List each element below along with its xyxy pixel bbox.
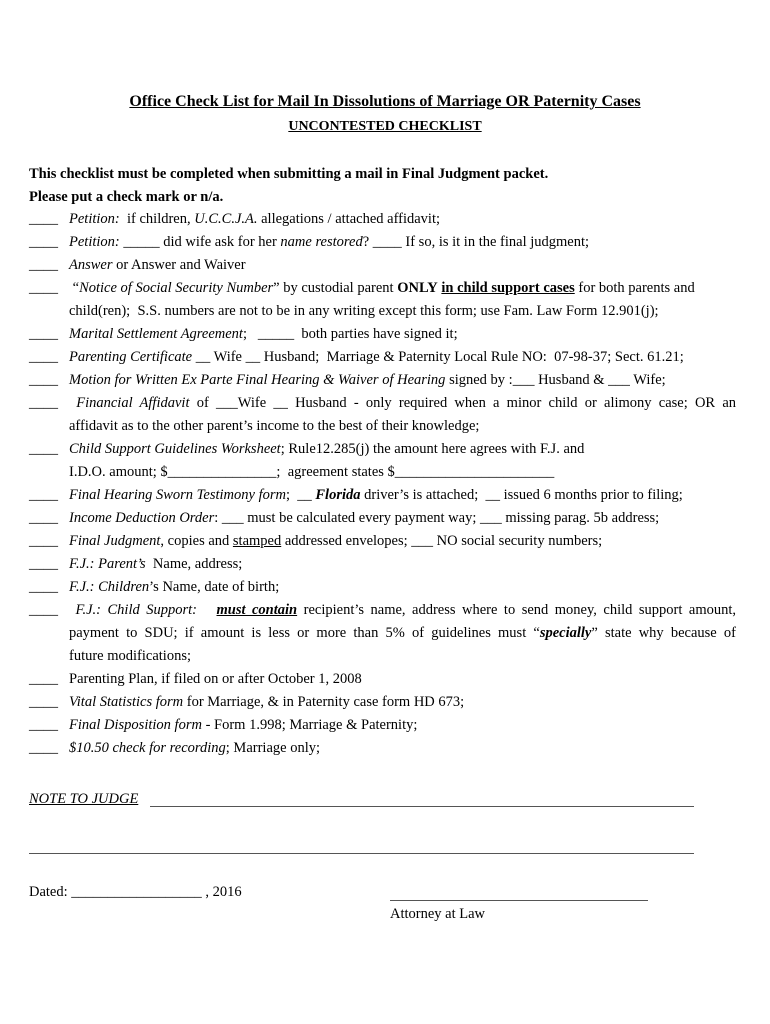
text-run: I.D.O. amount; $_______________; agreement states $______________________ <box>69 464 555 480</box>
text-run: name restored <box>280 234 363 250</box>
text-run: ; Rule12.285(j) the amount here agrees with F.J. and <box>280 441 585 457</box>
text-run: $10.50 check for recording <box>69 740 226 756</box>
intro-line-1: This checklist must be completed when submitting a mail in Final Judgment packet. <box>29 166 549 182</box>
checklist-item-text <box>69 714 736 737</box>
check-blank[interactable]: ____ <box>29 395 58 411</box>
dated-label: Dated: <box>29 884 68 900</box>
text-run: Notice of Social Security Number <box>79 280 274 296</box>
checklist-item-text <box>69 461 736 484</box>
check-blank[interactable]: ____ <box>29 326 58 342</box>
check-blank[interactable]: ____ <box>29 257 58 273</box>
text-run: F.J.: Parent’s <box>69 556 146 572</box>
document-title: Office Check List for Mail In Dissolutions of Marriage OR Paternity Cases <box>129 93 641 110</box>
text-run: ; _____ both parties have signed it; <box>242 326 458 342</box>
checklist-item-text <box>69 645 736 668</box>
check-blank[interactable]: ____ <box>29 280 58 296</box>
checklist-item-text <box>69 415 736 438</box>
checklist-item-text <box>69 300 736 323</box>
check-blank[interactable]: ____ <box>29 579 58 595</box>
text-run: for Marriage, & in Paternity case form HD 673; <box>183 694 465 710</box>
text-run: Parenting Certificate <box>69 349 193 365</box>
check-blank[interactable]: ____ <box>29 510 58 526</box>
check-blank[interactable]: ____ <box>29 602 58 618</box>
text-run: payment to SDU; if amount is less or more than 5% of guidelines must “ <box>69 625 540 641</box>
checklist-item-text <box>69 208 736 231</box>
text-run: Child Support Guidelines Worksheet <box>69 441 281 457</box>
checklist-item-text <box>69 346 736 369</box>
checklist-item-text <box>69 323 736 346</box>
text-run: ’s Name, date of birth; <box>149 579 280 595</box>
text-run: Motion for Written Ex Parte Final Hearing & Waiver of Hearing <box>69 372 446 388</box>
text-run: ONLY <box>397 280 438 296</box>
text-run: Final Disposition form <box>69 717 202 733</box>
text-run: ; Marriage only; <box>225 740 321 756</box>
text-run: recipient’s name, address where to send money, child support amount, <box>297 602 737 618</box>
text-run: F.J.: Children <box>69 579 150 595</box>
text-run: must contain <box>216 602 298 618</box>
text-run: if children, <box>119 211 195 227</box>
text-run: ” by custodial parent <box>273 280 398 296</box>
text-run: “ <box>69 280 80 296</box>
text-run: stamped <box>232 533 282 549</box>
dated-year: , 2016 <box>205 884 242 900</box>
check-blank[interactable]: ____ <box>29 671 58 687</box>
checklist-item-text <box>69 231 736 254</box>
check-blank[interactable]: ____ <box>29 234 58 250</box>
text-run: _____ did wife ask for her <box>119 234 281 250</box>
checklist-item-text <box>69 530 736 553</box>
check-blank[interactable]: ____ <box>29 556 58 572</box>
text-run: Income Deduction Order <box>69 510 215 526</box>
text-run: Final Hearing Sworn Testimony form <box>69 487 286 503</box>
text-run: , copies and <box>160 533 233 549</box>
text-run: Petition: <box>69 234 120 250</box>
text-run: Petition: <box>69 211 120 227</box>
checklist-item-text <box>69 599 736 622</box>
text-run: for both parents and <box>574 280 695 296</box>
check-blank[interactable]: ____ <box>29 441 58 457</box>
text-run: Answer <box>69 257 113 273</box>
text-run: F.J.: Child Support: <box>75 602 197 618</box>
intro-line-2: Please put a check mark or n/a. <box>29 189 224 205</box>
text-run: child(ren); S.S. numbers are not to be in any writing except this form; use Fam. Law Form 12.901(j); <box>69 303 659 319</box>
text-run: of ___Wife __ Husband - only required when a minor child or alimony case; OR an <box>189 395 737 411</box>
document-subtitle: UNCONTESTED CHECKLIST <box>288 119 482 134</box>
text-run: allegations / attached affidavit; <box>257 211 441 227</box>
checklist-item-text <box>69 254 736 277</box>
text-run: future modifications; <box>69 648 192 664</box>
text-run: or Answer and Waiver <box>112 257 246 273</box>
check-blank[interactable]: ____ <box>29 533 58 549</box>
checklist-item-text <box>69 507 736 530</box>
dated-row <box>29 884 242 901</box>
check-blank[interactable]: ____ <box>29 372 58 388</box>
text-run: Name, address; <box>145 556 243 572</box>
text-run: Marital Settlement Agreement <box>69 326 243 342</box>
check-blank[interactable]: ____ <box>29 717 58 733</box>
checklist-item-text <box>69 622 736 645</box>
checklist-item-text <box>69 553 736 576</box>
text-run: addressed envelopes; ___ NO social security numbers; <box>281 533 603 549</box>
text-run: Final Judgment <box>69 533 161 549</box>
checklist-item-text <box>69 668 736 691</box>
signature-line[interactable] <box>390 900 648 901</box>
text-run: signed by :___ Husband & ___ Wife; <box>445 372 666 388</box>
checklist-item-text <box>69 392 736 415</box>
text-run: __ Wife __ Husband; Marriage & Paternity Local Rule NO: 07-98-37; Sect. 61.21; <box>192 349 684 365</box>
check-blank[interactable]: ____ <box>29 694 58 710</box>
attorney-label: Attorney at Law <box>390 906 486 922</box>
text-run: Florida <box>315 487 361 503</box>
checklist-item-text <box>69 576 736 599</box>
text-run: Vital Statistics form <box>69 694 184 710</box>
text-run: Parenting Plan, if filed on or after October 1, 2008 <box>69 671 362 687</box>
text-run: driver’s is attached; __ issued 6 months prior to filing; <box>360 487 683 503</box>
note-to-judge-label: NOTE TO JUDGE <box>29 791 139 807</box>
text-run: in child support cases <box>441 280 575 296</box>
note-line-1[interactable] <box>150 806 694 807</box>
text-run: ; __ <box>285 487 316 503</box>
text-run: ” state why because of <box>591 625 736 641</box>
text-run: ? ____ If so, is it in the final judgment; <box>362 234 590 250</box>
checklist-item-text <box>69 691 736 714</box>
note-line-2[interactable] <box>29 853 694 854</box>
dated-blank[interactable]: __________________ <box>71 884 202 900</box>
text-run: Financial Affidavit <box>76 395 190 411</box>
text-run: U.C.C.J.A. <box>194 211 258 227</box>
check-blank[interactable]: ____ <box>29 349 58 365</box>
text-run: - Form 1.998; Marriage & Paternity; <box>201 717 418 733</box>
text-run: specially <box>539 625 592 641</box>
checklist-item-text <box>69 277 736 300</box>
check-blank[interactable]: ____ <box>29 211 58 227</box>
text-run <box>197 602 217 618</box>
checklist-item-text <box>69 438 736 461</box>
check-blank[interactable]: ____ <box>29 740 58 756</box>
checklist-item-text <box>69 484 736 507</box>
checklist-item-text <box>69 369 736 392</box>
text-run: : ___ must be calculated every payment way; ___ missing parag. 5b address; <box>214 510 660 526</box>
text-run: affidavit as to the other parent’s income to the best of their knowledge; <box>69 418 480 434</box>
checklist-item-text <box>69 737 736 760</box>
check-blank[interactable]: ____ <box>29 487 58 503</box>
